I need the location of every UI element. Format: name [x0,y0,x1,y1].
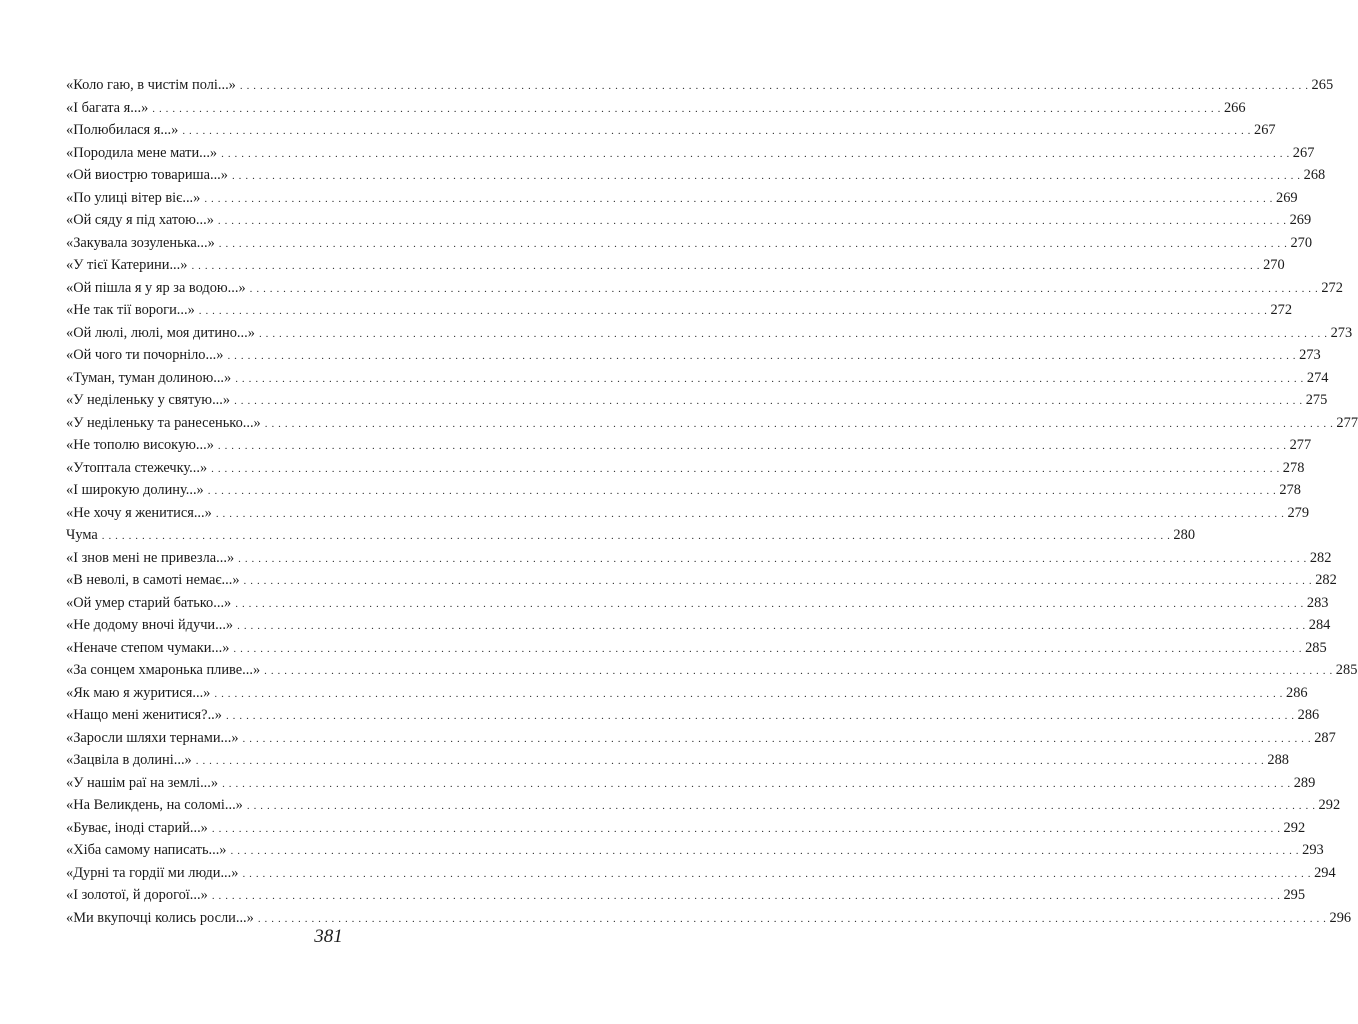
dot-leader: . . . . . . . . . . . . . . . . . . . . . . . . . . . . . . . . . . . . . . . . . . . . . . . . . . . . . . . . . . . . . . . . . . . . . . . . . . . . . . . . . . . . . . . . . . . . . . . . . . . . . . . . . . . . . . . . . . . . . . . . . . . . . . . . . . . . . . . . . . . . . . . . . . . . . . . . . . . . . . . . [195,755,1265,767]
toc-entry-title: «Ой умер старий батько...» [66,594,232,611]
toc-entry-page: 284 [1308,617,1331,633]
dot-leader: . . . . . . . . . . . . . . . . . . . . . . . . . . . . . . . . . . . . . . . . . . . . . . . . . . . . . . . . . . . . . . . . . . . . . . . . . . . . . . . . . . . . . . . . . . . . . . . . . . . . . . . . . . . . . . . . . . . . . . . . . . . . . . . . . . . . . . . . . . . . . . . . . . . . . . . . . . . . . . . . [238,552,1307,565]
toc-entry [66,299,1293,322]
toc-entry-page: 267 [1292,144,1315,161]
dot-leader: . . . . . . . . . . . . . . . . . . . . . . . . . . . . . . . . . . . . . . . . . . . . . . . . . . . . . . . . . . . . . . . . . . . . . . . . . . . . . . . . . . . . . . . . . . . . . . . . . . . . . . . . . . . . . . . . . . . . . . . . . . . . . . . . . . . . . . . . . . . . . . . . . . . . . . . . . . . . . . . . [204,192,1273,205]
dot-leader: . . . . . . . . . . . . . . . . . . . . . . . . . . . . . . . . . . . . . . . . . . . . . . . . . . . . . . . . . . . . . . . . . . . . . . . . . . . . . . . . . . . . . . . . . . . . . . . . . . . . . . . . . . . . . . . . . . . . . . . . . . . . . . . . . . . . . . . . . . . . . . . . . . . . . . . . . . . . . . . . [264,417,1334,430]
toc-entry-title: «Дурні та гордії ми люди...» [66,864,239,881]
dot-leader: . . . . . . . . . . . . . . . . . . . . . . . . . . . . . . . . . . . . . . . . . . . . . . . . . . . . . . . . . . . . . . . . . . . . . . . . . . . . . . . . . . . . . . . . . . . . . . . . . . . . . . . . . . . . . . . . . . . . . . . . . . . . . . . . . . . . . . . . . . . . . . . . . . . . . . . . . . . . . . . . [217,440,1287,452]
toc-entry-title: «На Великдень, на соломі...» [66,797,243,813]
dot-leader: . . . . . . . . . . . . . . . . . . . . . . . . . . . . . . . . . . . . . . . . . . . . . . . . . . . . . . . . . . . . . . . . . . . . . . . . . . . . . . . . . . . . . . . . . . . . . . . . . . . . . . . . . . . . . . . . . . . . . . . . . . . . . . . . . . . . . . . . . . . . . . . . . . . . . . . . . . . . . . . . [257,912,1327,925]
toc-entry [66,209,1312,232]
toc-entry [66,479,1301,502]
toc-entry-title: «Породила мене мати...» [66,144,218,161]
toc-entry-title: «І багата я...» [66,99,149,116]
dot-leader: . . . . . . . . . . . . . . . . . . . . . . . . . . . . . . . . . . . . . . . . . . . . . . . . . . . . . . . . . . . . . . . . . . . . . . . . . . . . . . . . . . . . . . . . . . . . . . . . . . . . . . . . . . . . . . . . . . . . . . . . . . . . . . . . . . . . . . . . . . . . . . . . . . . . . . . . . . . . . . . . [235,597,1304,610]
dot-leader: . . . . . . . . . . . . . . . . . . . . . . . . . . . . . . . . . . . . . . . . . . . . . . . . . . . . . . . . . . . . . . . . . . . . . . . . . . . . . . . . . . . . . . . . . . . . . . . . . . . . . . . . . . . . . . . . . . . . . . . . . . . . . . . . . . . . . . . . . . . . . . . . . . . . . . . . . . . . . . . . [258,327,1328,340]
dot-leader: . . . . . . . . . . . . . . . . . . . . . . . . . . . . . . . . . . . . . . . . . . . . . . . . . . . . . . . . . . . . . . . . . . . . . . . . . . . . . . . . . . . . . . . . . . . . . . . . . . . . . . . . . . . . . . . . . . . . . . . . . . . . . . . . . . . . . . . . . . . . . . . . . . . . . . . . . . . . . . . . [246,800,1316,812]
toc-entry-page: 285 [1335,662,1358,678]
toc-entry [66,412,1358,435]
dot-leader: . . . . . . . . . . . . . . . . . . . . . . . . . . . . . . . . . . . . . . . . . . . . . . . . . . . . . . . . . . . . . . . . . . . . . . . . . . . . . . . . . . . . . . . . . . . . . . . . . . . . . . . . . . . . . . . . . . . . . . . . . . . . . . . . . . . . . . . . . . . . . . . . . . . . . . . . . . . . . . . . [235,372,1304,385]
toc-entry [66,749,1289,772]
toc-entry-title: «Ой сяду я під хатою...» [66,212,214,228]
toc-entry-page: 265 [1311,77,1334,93]
dot-leader: . . . . . . . . . . . . . . . . . . . . . . . . . . . . . . . . . . . . . . . . . . . . . . . . . . . . . . . . . . . . . . . . . . . . . . . . . . . . . . . . . . . . . . . . . . . . . . . . . . . . . . . . . . . . . . . . . . . . . . . . . . . . . . . . . . . . . . . . . . . . . . . . . . . . . . . . . . . . . . . . [191,260,1261,272]
toc-entry [66,434,1312,457]
toc-entry-title: «У неділеньку у святую...» [66,392,231,408]
toc-entry-title: «Ми вкупочці колись росли...» [66,909,254,926]
toc-entry-page: 278 [1282,459,1305,476]
toc-entry-title: «Коло гаю, в чистім полі...» [66,77,236,93]
dot-leader: . . . . . . . . . . . . . . . . . . . . . . . . . . . . . . . . . . . . . . . . . . . . . . . . . . . . . . . . . . . . . . . . . . . . . . . . . . . . . . . . . . . . . . . . . . . . . . . . . . . . . . . . . . . . . . . . . . . . . . . . . . . . . . . . . . . . . . . . . . . . . . . . . . . . . . . . . . . . . . . . [230,845,1300,857]
toc-entry-page: 273 [1330,324,1353,341]
toc-entry-title: «І широкую долину...» [66,482,204,498]
toc-entry-title: «За сонцем хмаронька пливе...» [66,662,261,678]
dot-leader: . . . . . . . . . . . . . . . . . . . . . . . . . . . . . . . . . . . . . . . . . . . . . . . . . . . . . . . . . . . . . . . . . . . . . . . . . . . . . . . . . . . . . . . . . . . . . . . . . . . . . . . . . . . . . . . . . . . . . . . . . . . . . . . . . . . . . . . . . . . . . . . . . . . . . . . . . . . . . . . . [198,305,1268,317]
toc-entry-title: «Утоптала стежечку...» [66,459,208,476]
toc-entry-title: «Туман, туман долиною...» [66,369,232,386]
table-of-contents [66,74,1358,929]
toc-entry [66,277,1343,300]
toc-entry [66,704,1320,727]
dot-leader: . . . . . . . . . . . . . . . . . . . . . . . . . . . . . . . . . . . . . . . . . . . . . . . . . . . . . . . . . . . . . . . . . . . . . . . . . . . . . . . . . . . . . . . . . . . . . . . . . . . . . . . . . . . . . . . . . . . . . . . . . . . . . . . . . . . . . . . . . . . . . . . . . . . . . . . . . . . . . . . . [217,215,1287,227]
toc-entry-title: «Ой чого ти почорніло...» [66,347,224,363]
toc-entry [66,119,1276,142]
toc-entry-page: 278 [1279,482,1301,498]
toc-entry-title: «Не тополю високую...» [66,437,214,453]
toc-entry-page: 286 [1286,684,1308,701]
toc-entry-page: 286 [1297,707,1320,723]
dot-leader: . . . . . . . . . . . . . . . . . . . . . . . . . . . . . . . . . . . . . . . . . . . . . . . . . . . . . . . . . . . . . . . . . . . . . . . . . . . . . . . . . . . . . . . . . . . . . . . . . . . . . . . . . . . . . . . . . . . . . . . . . . . . . . . . . . . . . . . . . . . . . . . . . . . . . . . . . . . . . . . . [211,890,1281,902]
toc-entry [66,389,1328,412]
toc-entry-page: 266 [1223,99,1246,116]
toc-entry [66,772,1316,795]
toc-entry-page: 288 [1267,752,1289,768]
dot-leader: . . . . . . . . . . . . . . . . . . . . . . . . . . . . . . . . . . . . . . . . . . . . . . . . . . . . . . . . . . . . . . . . . . . . . . . . . . . . . . . . . . . . . . . . . . . . . . . . . . . . . . . . . . . . . . . . . . . . . . . . . . . . . . . . . . . . . . . . . . . . . . . . . . . . . . . . . . . . . . . . [239,80,1309,92]
toc-entry-page: 279 [1287,504,1310,521]
dot-leader: . . . . . . . . . . . . . . . . . . . . . . . . . . . . . . . . . . . . . . . . . . . . . . . . . . . . . . . . . . . . . . . . . . . . . . . . . . . . . . . . . . . . . . . . . . . . . . . . . . . . . . . . . . . . . . . . . . . . . . . . . . . . . . . . . . . . . . . . . . . . . . . . . . . . . . . . . . . . . . . . [211,462,1280,475]
toc-entry-page: 269 [1289,212,1312,228]
dot-leader: . . . . . . . . . . . . . . . . . . . . . . . . . . . . . . . . . . . . . . . . . . . . . . . . . . . . . . . . . . . . . . . . . . . . . . . . . . . . . . . . . . . . . . . . . . . . . . . . . . . . . . . . . . . . . . . . . . . . . . . . . . . . . . . . . . . . . . . . . . . . . . . . . . . . . . . . . . . . . . . . [222,777,1291,790]
toc-entry-page: 272 [1270,302,1293,318]
toc-entry-page: 268 [1303,167,1326,183]
dot-leader: . . . . . . . . . . . . . . . . . . . . . . . . . . . . . . . . . . . . . . . . . . . . . . . . . . . . . . . . . . . . . . . . . . . . . . . . . . . . . . . . . . . . . . . . . . . . . . . . . . . . . . . . . . . . . . . . . . . . . . . . . . . . . . . . . . . . . . . . . . . . . . . . . . . . . . . . . . . . . . . . [231,170,1301,182]
toc-entry [66,502,1310,525]
dot-leader: . . . . . . . . . . . . . . . . . . . . . . . . . . . . . . . . . . . . . . . . . . . . . . . . . . . . . . . . . . . . . . . . . . . . . . . . . . . . . . . . . . . . . . . . . . . . . . . . . . . . . . . . . . . . . . . . . . . . . . . . . . . . . . . . . . . . . . . . . . . . . . . . . . . . . . . . . . . . . . . . [211,822,1281,835]
toc-entry [66,794,1341,817]
toc-entry-title: «Заросли шляхи тернами...» [66,729,239,746]
toc-entry [66,367,1329,390]
toc-entry-page: 293 [1302,842,1324,858]
dot-leader: . . . . . . . . . . . . . . . . . . . . . . . . . . . . . . . . . . . . . . . . . . . . . . . . . . . . . . . . . . . . . . . . . . . . . . . . . . . . . . . . . . . . . . . . . . . . . . . . . . . . . . . . . . . . . . . . . . . . . . . . . . . . . . . . . . . . . . . . . . . . . . . . . . . . . . . . . . . . . . . . [243,575,1313,587]
dot-leader: . . . . . . . . . . . . . . . . . . . . . . . . . . . . . . . . . . . . . . . . . . . . . . . . . . . . . . . . . . . . . . . . . . . . . . . . . . . . . . . . . . . . . . . . . . . . . . . . . . . . . . . . . . . . . . . . . . . . . . . . . . . . . . . . . . . . . . . . . . . . . . . . . . . . . . . . . . . . . . . . [227,350,1297,362]
toc-entry-title: «Полюбилася я...» [66,122,179,138]
toc-entry-title: «І знов мені не привезла...» [66,549,235,566]
toc-entry-page: 270 [1290,234,1313,251]
dot-leader: . . . . . . . . . . . . . . . . . . . . . . . . . . . . . . . . . . . . . . . . . . . . . . . . . . . . . . . . . . . . . . . . . . . . . . . . . . . . . . . . . . . . . . . . . . . . . . . . . . . . . . . . . . . . . . . . . . . . . . . . . . . . . . . . . . . . . . . . . . . . . . . . . . . . . . . . . . . . . . . . [218,237,1288,250]
toc-entry-page: 282 [1309,549,1332,566]
toc-entry [66,322,1353,345]
toc-entry-title: «Не так тії вороги...» [66,302,195,318]
toc-entry-title: «У неділеньку та ранесенько...» [66,414,261,431]
dot-leader: . . . . . . . . . . . . . . . . . . . . . . . . . . . . . . . . . . . . . . . . . . . . . . . . . . . . . . . . . . . . . . . . . . . . . . . . . . . . . . . . . . . . . . . . . . . . . . . . . . . . . . . . . . . . . . . . . . . . . . . . . . . . . . . . . . . . . . . . . . . . . . . . . . . . . . . . . . . . . . . . [249,282,1319,295]
toc-entry [66,817,1306,840]
toc-entry-title: «Ой пішла я у яр за водою...» [66,279,246,296]
toc-entry-page: 282 [1315,572,1337,588]
toc-entry [66,839,1324,862]
toc-entry [66,74,1334,97]
dot-leader: . . . . . . . . . . . . . . . . . . . . . . . . . . . . . . . . . . . . . . . . . . . . . . . . . . . . . . . . . . . . . . . . . . . . . . . . . . . . . . . . . . . . . . . . . . . . . . . . . . . . . . . . . . . . . . . . . . . . . . . . . . . . . . . . . . . . . . . . . . . . . . . . . . . . . . . . . . . . . . . . [234,395,1303,407]
toc-entry [66,659,1358,682]
toc-entry-page: 292 [1318,797,1341,813]
dot-leader: . . . . . . . . . . . . . . . . . . . . . . . . . . . . . . . . . . . . . . . . . . . . . . . . . . . . . . . . . . . . . . . . . . . . . . . . . . . . . . . . . . . . . . . . . . . . . . . . . . . . . . . . . . . . . . . . . . . . . . . . . . . . . . . . . . . . . . . . . . . . . . . . . . . . . . . . . . . . . . . . [152,102,1221,115]
toc-entry-page: 274 [1306,369,1329,386]
toc-entry-page: 287 [1314,729,1336,746]
toc-entry-page: 277 [1336,414,1358,431]
toc-entry-page: 275 [1305,392,1328,408]
toc-entry-page: 273 [1299,347,1321,363]
toc-entry-title: «І золотої, й дорогої...» [66,887,208,903]
toc-entry-title: «Ой виострю товариша...» [66,167,228,183]
toc-entry-page: 296 [1329,909,1352,926]
toc-entry [66,884,1306,907]
dot-leader: . . . . . . . . . . . . . . . . . . . . . . . . . . . . . . . . . . . . . . . . . . . . . . . . . . . . . . . . . . . . . . . . . . . . . . . . . . . . . . . . . . . . . . . . . . . . . . . . . . . . . . . . . . . . . . . . . . . . . . . . . . . . . . . . . . . . . . . . . . . . . . . . . . . . . . . . . . . . . . . . [264,665,1333,677]
toc-entry-title: «Буває, іноді старий...» [66,819,208,836]
page-number: 381 [314,926,343,947]
toc-entry-title: «Закувала зозуленька...» [66,234,215,251]
toc-entry-page: 272 [1321,279,1343,296]
toc-entry-title: «По улиці вітер віє...» [66,189,201,206]
toc-entry-page: 289 [1293,774,1316,791]
toc-entry-title: «Зацвіла в долині...» [66,752,192,768]
dot-leader: . . . . . . . . . . . . . . . . . . . . . . . . . . . . . . . . . . . . . . . . . . . . . . . . . . . . . . . . . . . . . . . . . . . . . . . . . . . . . . . . . . . . . . . . . . . . . . . . . . . . . . . . . . . . . . . . . . . . . . . . . . . . . . . . . . . . . . . . . . . . . . . . . . . . . . . . . . . . . . . . [221,147,1290,160]
toc-entry-title: «Не додому вночі йдучи...» [66,617,234,633]
toc-entry-page: 294 [1314,864,1336,881]
toc-entry [66,569,1337,592]
toc-entry [66,97,1246,120]
dot-leader: . . . . . . . . . . . . . . . . . . . . . . . . . . . . . . . . . . . . . . . . . . . . . . . . . . . . . . . . . . . . . . . . . . . . . . . . . . . . . . . . . . . . . . . . . . . . . . . . . . . . . . . . . . . . . . . . . . . . . . . . . . . . . . . . . . . . . . . . . . . . . . . . . . . . . . . . . . . . . . . . [225,710,1295,722]
toc-entry-title: «Не хочу я женитися...» [66,504,212,521]
toc-entry-page: 269 [1276,189,1298,206]
toc-entry [66,457,1305,480]
toc-entry [66,254,1285,277]
toc-entry-page: 283 [1306,594,1329,611]
toc-entry-title: «Хіба самому написать...» [66,842,227,858]
toc-entry [66,142,1315,165]
toc-entry-page: 267 [1254,122,1276,138]
toc-entry-title: «У тієї Катерини...» [66,257,188,273]
toc-entry [66,862,1336,885]
dot-leader: . . . . . . . . . . . . . . . . . . . . . . . . . . . . . . . . . . . . . . . . . . . . . . . . . . . . . . . . . . . . . . . . . . . . . . . . . . . . . . . . . . . . . . . . . . . . . . . . . . . . . . . . . . . . . . . . . . . . . . . . . . . . . . . . . . . . . . . . . . . . . . . . . . . . . . . . . . . . . . . . [214,687,1284,700]
toc-entry-title: Чума [66,527,98,543]
toc-entry [66,547,1332,570]
dot-leader: . . . . . . . . . . . . . . . . . . . . . . . . . . . . . . . . . . . . . . . . . . . . . . . . . . . . . . . . . . . . . . . . . . . . . . . . . . . . . . . . . . . . . . . . . . . . . . . . . . . . . . . . . . . . . . . . . . . . . . . . . . . . . . . . . . . . . . . . . . . . . . . . . . . . . . . . . . . . . . . . [233,642,1303,655]
toc-entry-page: 292 [1283,819,1306,836]
dot-leader: . . . . . . . . . . . . . . . . . . . . . . . . . . . . . . . . . . . . . . . . . . . . . . . . . . . . . . . . . . . . . . . . . . . . . . . . . . . . . . . . . . . . . . . . . . . . . . . . . . . . . . . . . . . . . . . . . . . . . . . . . . . . . . . . . . . . . . . . . . . . . . . . . . . . . . . . . . . . . . . . [242,732,1312,745]
dot-leader: . . . . . . . . . . . . . . . . . . . . . . . . . . . . . . . . . . . . . . . . . . . . . . . . . . . . . . . . . . . . . . . . . . . . . . . . . . . . . . . . . . . . . . . . . . . . . . . . . . . . . . . . . . . . . . . . . . . . . . . . . . . . . . . . . . . . . . . . . . . . . . . . . . . . . . . . . . . . . . . . [237,620,1306,632]
toc-entry [66,727,1336,750]
toc-entry [66,682,1308,705]
toc-entry-page: 277 [1289,437,1312,453]
dot-leader: . . . . . . . . . . . . . . . . . . . . . . . . . . . . . . . . . . . . . . . . . . . . . . . . . . . . . . . . . . . . . . . . . . . . . . . . . . . . . . . . . . . . . . . . . . . . . . . . . . . . . . . . . . . . . . . . . . . . . . . . . . . . . . . . . . . . . . . . . . . . . . . . . . . . . . . . . . . . . . . . [207,485,1277,497]
toc-entry-title: «У нашім раї на землі...» [66,774,219,791]
toc-entry-title: «Як маю я журитися...» [66,684,211,701]
dot-leader: . . . . . . . . . . . . . . . . . . . . . . . . . . . . . . . . . . . . . . . . . . . . . . . . . . . . . . . . . . . . . . . . . . . . . . . . . . . . . . . . . . . . . . . . . . . . . . . . . . . . . . . . . . . . . . . . . . . . . . . . . . . . . . . . . . . . . . . . . . . . . . . . . . . . . . . . . . . . . . . . [242,867,1312,880]
toc-entry-title: «Неначе степом чумаки...» [66,639,230,656]
toc-entry [66,232,1313,255]
toc-entry-page: 295 [1283,887,1306,903]
toc-entry [66,524,1196,547]
dot-leader: . . . . . . . . . . . . . . . . . . . . . . . . . . . . . . . . . . . . . . . . . . . . . . . . . . . . . . . . . . . . . . . . . . . . . . . . . . . . . . . . . . . . . . . . . . . . . . . . . . . . . . . . . . . . . . . . . . . . . . . . . . . . . . . . . . . . . . . . . . . . . . . . . . . . . . . . . . . . . . . . [215,507,1285,520]
dot-leader: . . . . . . . . . . . . . . . . . . . . . . . . . . . . . . . . . . . . . . . . . . . . . . . . . . . . . . . . . . . . . . . . . . . . . . . . . . . . . . . . . . . . . . . . . . . . . . . . . . . . . . . . . . . . . . . . . . . . . . . . . . . . . . . . . . . . . . . . . . . . . . . . . . . . . . . . . . . . . . . . [182,125,1251,137]
dot-leader: . . . . . . . . . . . . . . . . . . . . . . . . . . . . . . . . . . . . . . . . . . . . . . . . . . . . . . . . . . . . . . . . . . . . . . . . . . . . . . . . . . . . . . . . . . . . . . . . . . . . . . . . . . . . . . . . . . . . . . . . . . . . . . . . . . . . . . . . . . . . . . . . . . . . . . . . . . . . . . . . [101,530,1171,542]
toc-entry [66,592,1329,615]
toc-entry [66,344,1321,367]
toc-entry-page: 280 [1173,527,1196,543]
toc-entry-title: «Ой люлі, люлі, моя дитино...» [66,324,255,341]
toc-entry [66,164,1326,187]
toc-entry [66,637,1327,660]
toc-entry-title: «В неволі, в самоті немає...» [66,572,240,588]
toc-entry [66,187,1298,210]
toc-entry-page: 285 [1305,639,1327,656]
toc-entry-title: «Нащо мені женитися?..» [66,707,222,723]
toc-entry-page: 270 [1263,257,1285,273]
toc-entry [66,614,1331,637]
